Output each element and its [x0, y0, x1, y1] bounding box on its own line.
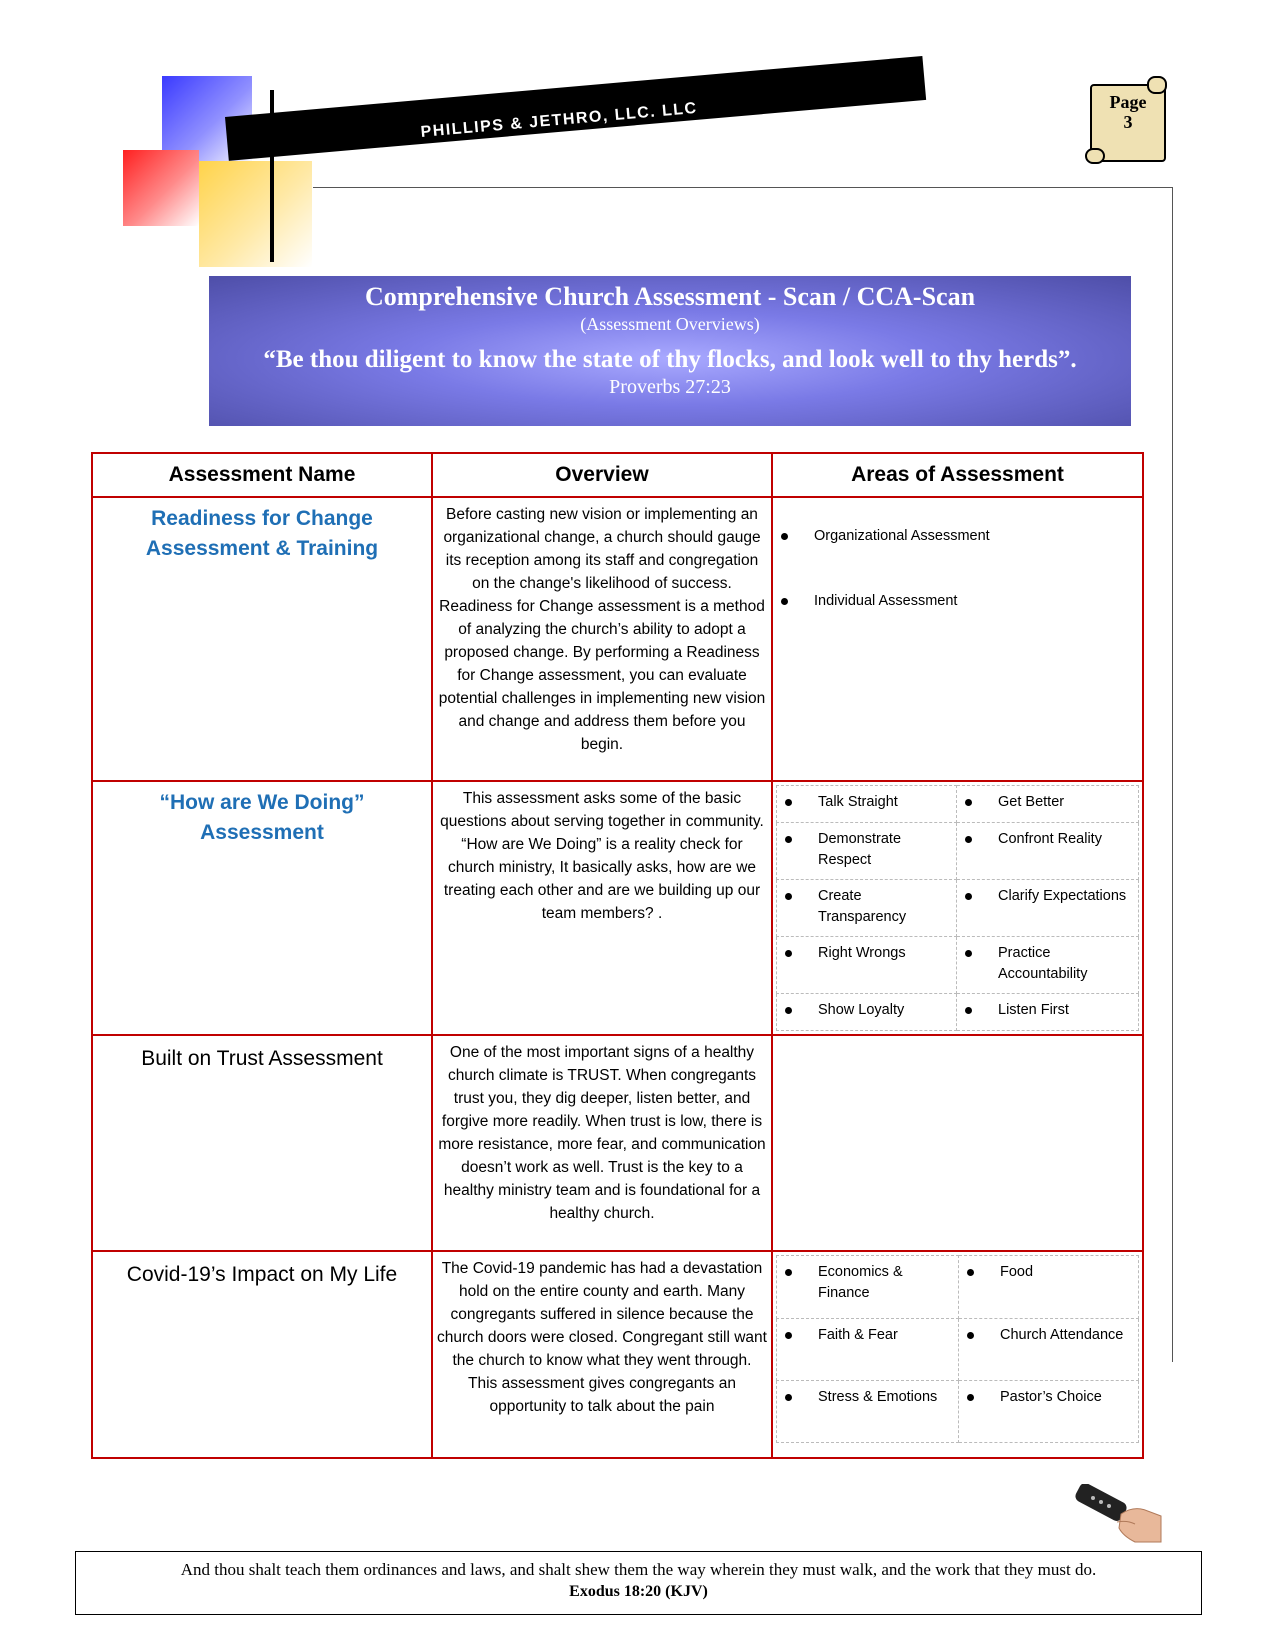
- bullet-icon: [785, 1332, 792, 1339]
- bullet-icon: [785, 799, 792, 806]
- column-header: Overview: [432, 453, 772, 497]
- scroll-icon: [1085, 76, 1169, 162]
- table-row: [92, 497, 1143, 781]
- page-title: Comprehensive Church Assessment - Scan / CCA-Scan: [364, 282, 976, 311]
- scripture-reference: Proverbs 27:23: [609, 376, 731, 398]
- list-item: Listen First: [965, 1000, 1134, 1021]
- list-item: Pastor’s Choice: [967, 1387, 1134, 1408]
- list-item: Get Better: [965, 792, 1134, 813]
- assessment-areas: [772, 1035, 1143, 1251]
- list-item: Show Loyalty: [785, 1000, 952, 1021]
- assessment-overview: The Covid-19 pandemic has had a devastation hold on the entire county and earth. Many congregants suffered in silence because the church doors were closed. Congregant still want the church to know what they went through. This assessment gives congregants an opportunity to talk about the pain: [432, 1251, 772, 1458]
- list-item: Church Attendance: [967, 1325, 1134, 1346]
- assessment-overview: This assessment asks some of the basic questions about serving together in community. “How are We Doing” is a reality check for church ministry, It basically asks, how are we treating each other and are we building up our team members? .: [432, 781, 772, 1035]
- brand-banner-text: PHILLIPS & JETHRO, LLC. LLC: [420, 99, 699, 141]
- areas-grid: [776, 785, 1139, 1031]
- bullet-icon: [785, 1394, 792, 1401]
- hand-remote-icon: [1073, 1484, 1163, 1544]
- assessment-name: Covid-19’s Impact on My Life: [92, 1251, 432, 1458]
- bullet-icon: [965, 836, 972, 843]
- brand-banner: [225, 56, 926, 161]
- bullet-icon: [785, 893, 792, 900]
- table-row: [92, 1251, 1143, 1458]
- bullet-icon: [781, 533, 788, 540]
- page-number-label: Page 3: [1109, 92, 1147, 132]
- assessment-name: “How are We Doing” Assessment: [92, 781, 432, 1035]
- list-item: Food: [967, 1262, 1134, 1283]
- list-item: Stress & Emotions: [785, 1387, 954, 1408]
- assessment-areas: [772, 1251, 1143, 1458]
- table-header-row: [92, 453, 1143, 497]
- decor-yellow-square: [199, 161, 312, 267]
- bullet-icon: [965, 1007, 972, 1014]
- list-item: Organizational Assessment: [781, 528, 990, 544]
- bullet-icon: [967, 1394, 974, 1401]
- assessment-name: Readiness for Change Assessment & Training: [92, 497, 432, 781]
- bullet-icon: [967, 1332, 974, 1339]
- bullet-icon: [967, 1269, 974, 1276]
- areas-grid: [776, 1255, 1139, 1443]
- header-box: [209, 276, 1131, 426]
- list-item: Talk Straight: [785, 792, 952, 813]
- table-row: [92, 781, 1143, 1035]
- scripture-quote: “Be thou diligent to know the state of thy flocks, and look well to thy herds”.: [263, 346, 1077, 373]
- assessment-name: Built on Trust Assessment: [92, 1035, 432, 1251]
- list-item: Faith & Fear: [785, 1325, 954, 1346]
- list-item: Confront Reality: [965, 829, 1134, 850]
- bullet-icon: [785, 836, 792, 843]
- footer-reference: Exodus 18:20 (KJV): [569, 1583, 708, 1600]
- column-header: Assessment Name: [92, 453, 432, 497]
- bullet-icon: [781, 598, 788, 605]
- list-item: Demonstrate Respect: [785, 829, 952, 871]
- list-item: Practice Accountability: [965, 943, 1134, 985]
- assessment-table: [91, 452, 1144, 1459]
- list-item: Clarify Expectations: [965, 886, 1134, 907]
- assessment-areas: [772, 781, 1143, 1035]
- list-item: Economics & Finance: [785, 1262, 954, 1304]
- footer-box: [75, 1551, 1202, 1615]
- assessment-areas: [772, 497, 1143, 781]
- bullet-icon: [965, 950, 972, 957]
- bullet-icon: [965, 799, 972, 806]
- page-subtitle: (Assessment Overviews): [580, 314, 760, 334]
- list-item: Right Wrongs: [785, 943, 952, 964]
- frame-right-line: [1172, 187, 1173, 1362]
- column-header: Areas of Assessment: [772, 453, 1143, 497]
- frame-top-line: [313, 187, 1173, 188]
- decor-red-square: [123, 150, 199, 226]
- bullet-icon: [785, 1007, 792, 1014]
- list-item: Create Transparency: [785, 886, 952, 928]
- footer-scripture: And thou shalt teach them ordinances and laws, and shalt shew them the way wherein they must walk, and the work that they must do.: [180, 1560, 1097, 1579]
- bullet-icon: [785, 950, 792, 957]
- bullet-icon: [965, 893, 972, 900]
- table-row: [92, 1035, 1143, 1251]
- bullet-icon: [785, 1269, 792, 1276]
- list-item: Individual Assessment: [781, 593, 957, 609]
- assessment-overview: One of the most important signs of a healthy church climate is TRUST. When congregants trust you, they dig deeper, listen better, and forgive more readily. When trust is low, there is more resistance, more fear, and communication doesn’t work as well. Trust is the key to a healthy ministry team and is foundational for a healthy church.: [432, 1035, 772, 1251]
- assessment-overview: Before casting new vision or implementing an organizational change, a church should gauge its reception among its staff and congregation on the change's likelihood of success. Readiness for Change assessment is a method of analyzing the church’s ability to adopt a proposed change. By performing a Readiness for Change assessment, you can evaluate potential challenges in implementing new vision and change and address them before you begin.: [432, 497, 772, 781]
